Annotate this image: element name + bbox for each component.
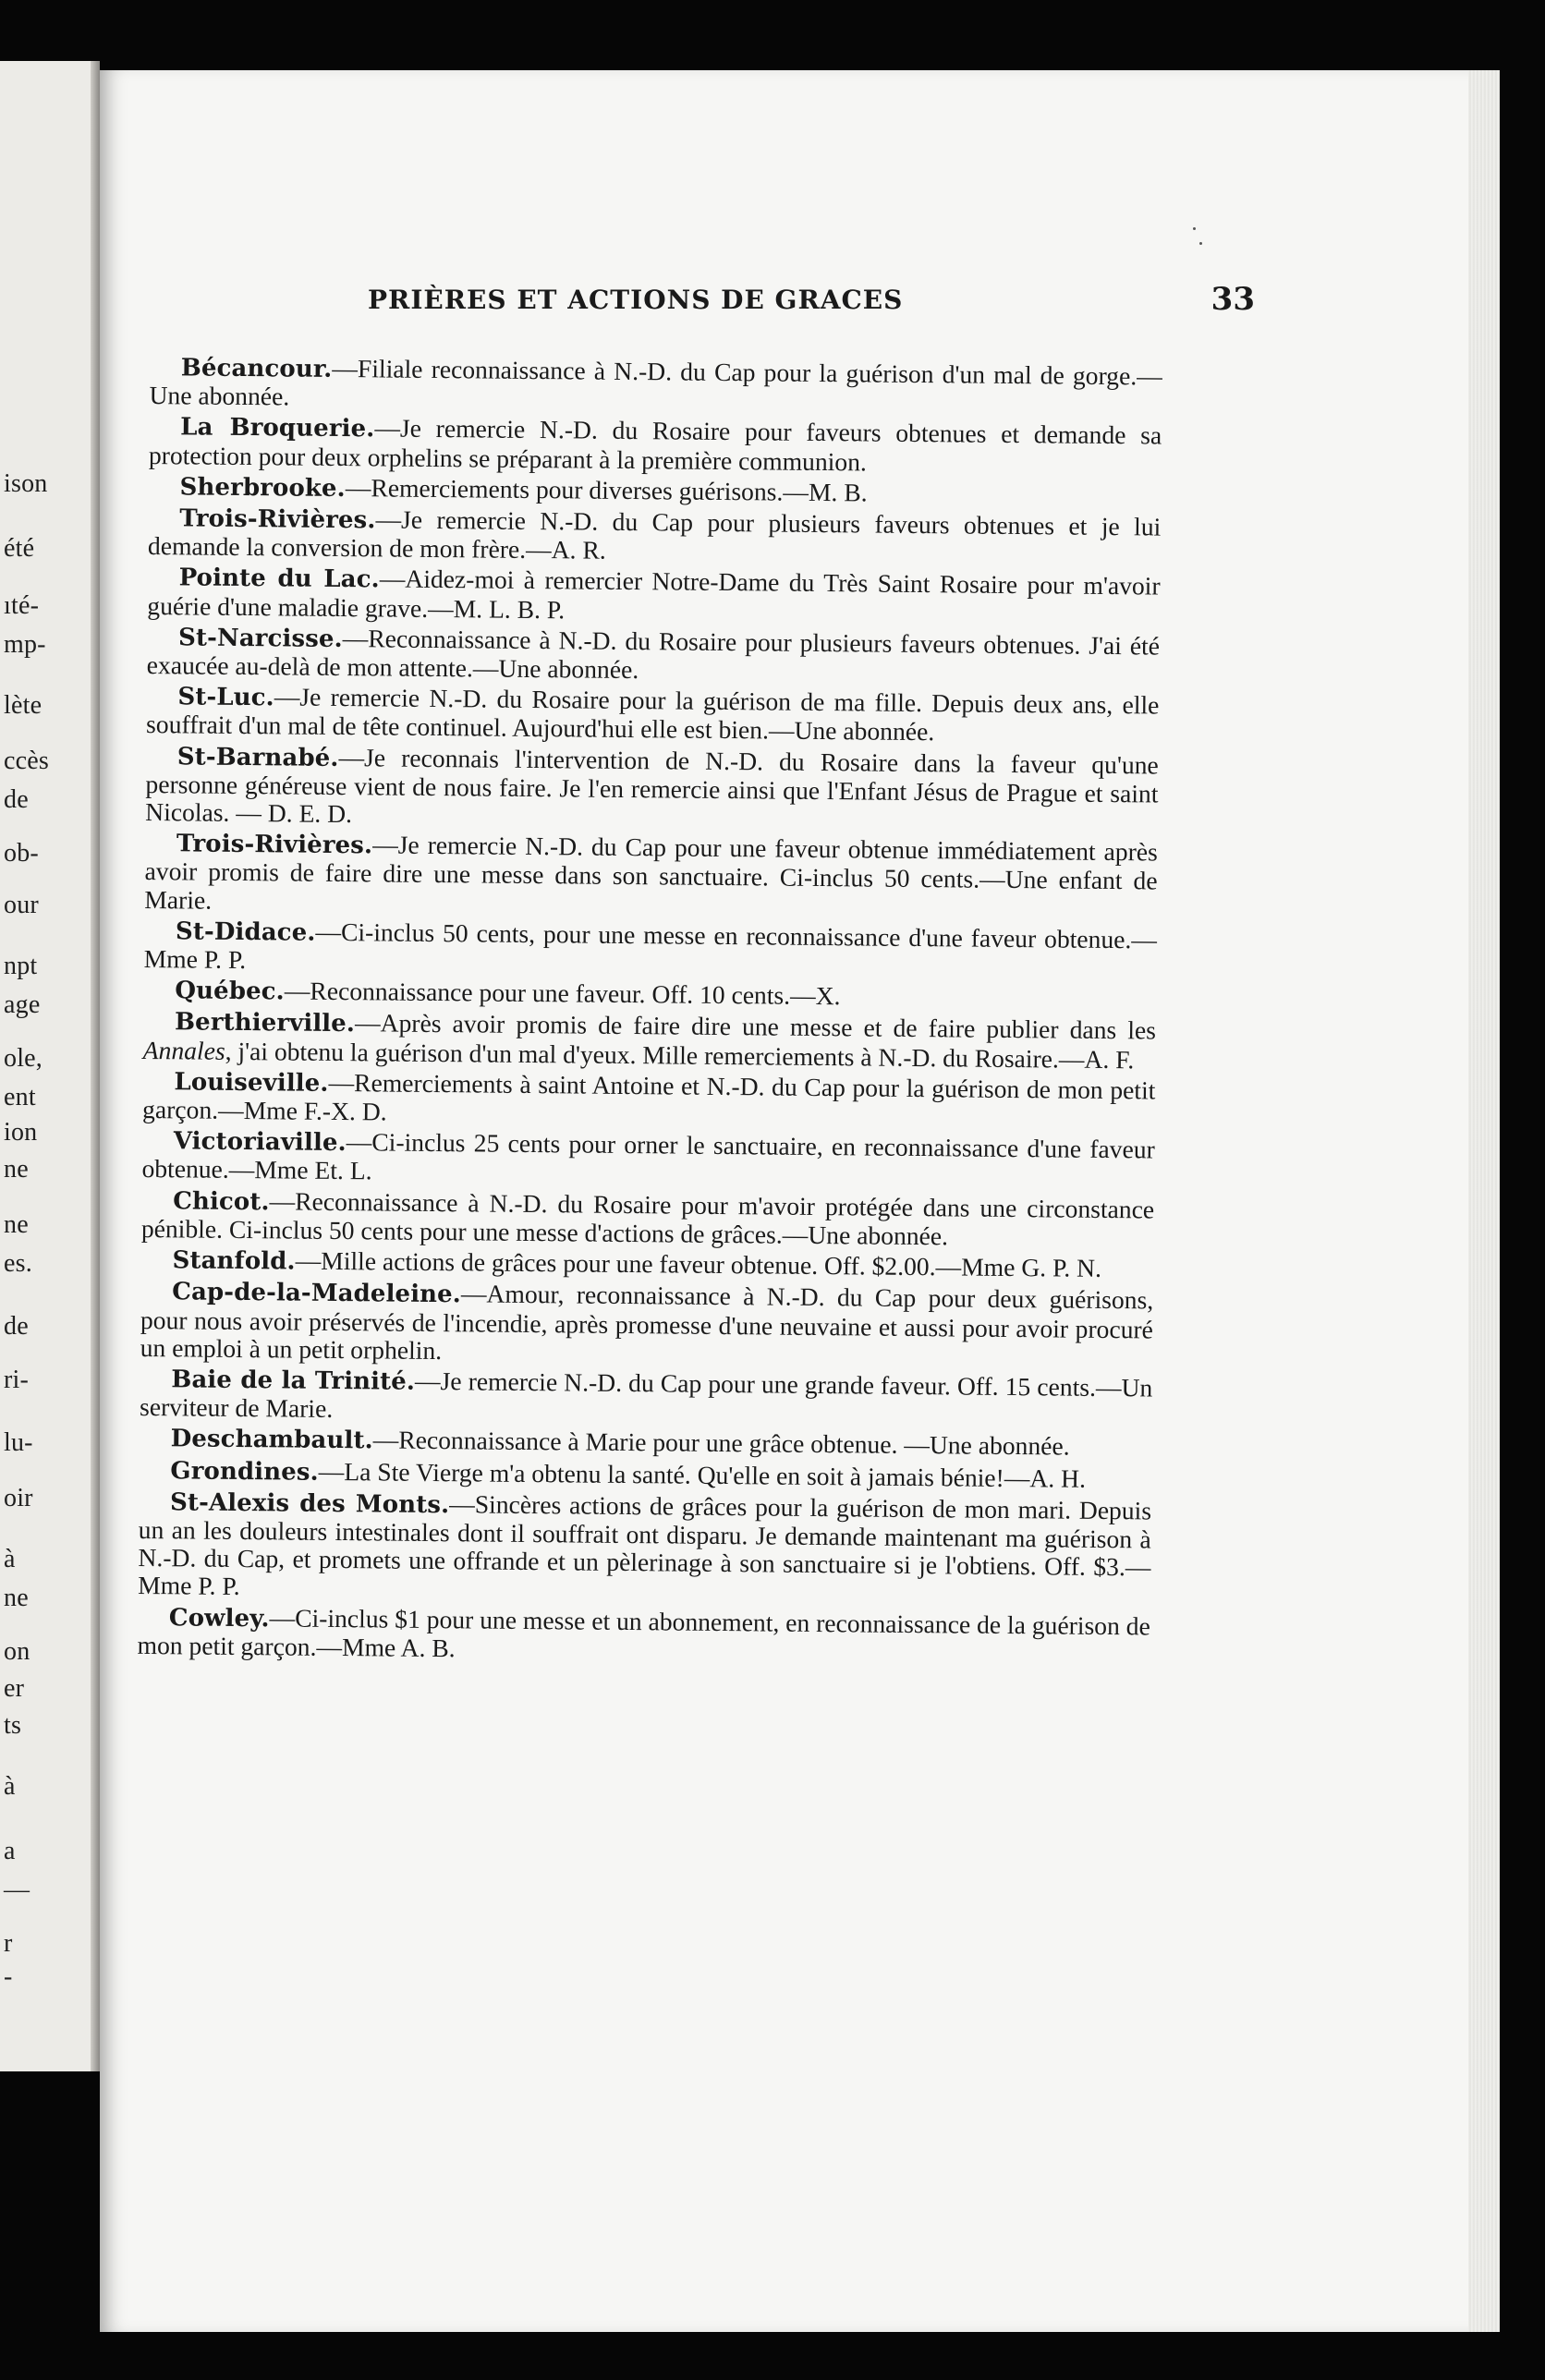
previous-page-fragment: oir [4,1484,33,1512]
page-number: 33 [1210,281,1255,318]
previous-page-fragment: ion [4,1118,38,1147]
entry-place: Cap-de-la-Madeleine. [172,1278,462,1309]
entry-place: Trois-Rivières. [179,504,376,535]
previous-page-fragment: on [4,1637,30,1666]
previous-page-fragment: r [4,1929,13,1958]
entry-text: —Remerciements à saint Antoine et N.-D. du Cap pour la guérison de mon petit garçon.—Mme F.-X. D. [141,1067,1156,1126]
entry-text: —Je remercie N.-D. du Rosaire pour faveurs obtenues et demande sa protection pour deux orphelins se préparant à la première communion. [148,413,1162,477]
entry-text: —Remerciements pour diverses guérisons.—M. B. [345,472,868,507]
previous-page-fragment: ne [4,1155,29,1184]
previous-page-fragment: a [4,1837,16,1865]
entry [149,353,1162,419]
previous-page-fragment: ts [4,1711,22,1740]
entry-place: St-Barnabé. [176,742,339,772]
entry-text: —Je remercie N.-D. du Cap pour plusieurs faveurs obtenues et je lui demande la conversion de mon frère.—A. R. [147,504,1162,565]
previous-page-fragment: à [4,1545,16,1573]
previous-page-fragment: npt [4,952,38,980]
entry-place: Bécancour. [180,354,333,383]
previous-page-fragment: es. [4,1249,32,1278]
entry-text: —Reconnaissance pour une faveur. Off. 10 cents.—X. [284,976,841,1011]
paper-speck [1193,227,1196,230]
entry-place: Cowley. [168,1603,270,1633]
entry-place: Trois-Rivières. [176,830,373,860]
paper-speck [1199,242,1202,245]
entry-place: St-Alexis des Monts. [169,1488,450,1519]
running-title: PRIÈRES ET ACTIONS DE GRACES [368,285,904,315]
previous-page-fragment: - [4,1962,13,1991]
entry [138,1488,1151,1609]
entry-text: —Aidez-moi à remercier Notre-Dame du Très Saint Rosaire pour m'avoir guérie d'une maladie grave.—M. L. B. P. [147,564,1161,624]
entry-text: —Je remercie N.-D. du Cap pour une faveur obtenue immédiatement après avoir promis de faire dire une messe dans son sanctuaire. Ci-inclus 50 cents.—Une enfant de Marie. [144,830,1159,915]
entry-place: Pointe du Lac. [178,564,380,594]
previous-page-fragment: à [4,1772,16,1801]
entry-place: St-Didace. [175,917,316,947]
entry-place: Stanfold. [172,1246,296,1276]
entry-place: Grondines. [170,1456,319,1487]
entry [148,504,1162,570]
previous-page-fragment: de [4,1312,29,1341]
entry-place: St-Luc. [177,683,274,712]
entry [144,829,1158,923]
previous-page-fragment: ne [4,1210,29,1239]
previous-page-fragment: ıté- [4,591,40,620]
entry-place: Sherbrooke. [179,473,346,503]
previous-page-fragment: de [4,785,29,814]
entry [137,1602,1150,1669]
previous-page-fragment: ccès [4,747,49,775]
entry-text: —Je reconnais l'intervention de N.-D. du Rosaire dans la faveur qu'une personne généreuse vient de nous faire. Je l'en remercie ainsi que l'Enfant Jésus de Prague et saint Nicolas. — D. E. D. [145,742,1159,829]
entry-text: —Mille actions de grâces pour une faveur obtenue. Off. $2.00.—Mme G. P. N. [295,1245,1102,1283]
entry [147,623,1161,689]
entries-list [137,353,1162,1671]
entry [141,1126,1155,1193]
entry-place: Chicot. [173,1186,270,1216]
previous-page-fragment: ri- [4,1366,30,1394]
previous-page-fragment: er [4,1674,25,1703]
entry-text: —Reconnaissance à Marie pour une grâce obtenue. —Une abonnée. [372,1425,1070,1461]
entry-text: —Je remercie N.-D. du Cap pour une grande faveur. Off. 15 cents.—Un serviteur de Marie. [139,1366,1153,1424]
entry [140,1277,1154,1371]
entry [147,563,1161,629]
previous-page-edge [0,61,100,2071]
previous-page-fragment: lète [4,691,43,720]
entry-text: —Je remercie N.-D. du Rosaire pour la guérison de ma fille. Depuis deux ans, elle souffrait d'un mal de tête continuel. Aujourd'hui elle est bien.—Une abonnée. [145,682,1160,747]
previous-page-fragment: ne [4,1584,29,1612]
entry-text: —La Ste Vierge m'a obtenu la santé. Qu'elle en soit à jamais bénie!—A. H. [318,1456,1087,1493]
entry-place: Deschambault. [170,1425,373,1455]
previous-page-fragment: ent [4,1083,36,1111]
previous-page-fragment: — [4,1876,30,1904]
entry-text: —Filiale reconnaissance à N.-D. du Cap pour la guérison d'un mal de gorge.—Une abonnée. [149,353,1162,411]
previous-page-fragment: été [4,534,35,563]
running-header [368,281,1255,329]
entry-italic: Annales [142,1035,225,1065]
entry-place: La Broquerie. [180,413,375,443]
previous-page-fragment: ison [4,469,48,498]
previous-page-fragment: ob- [4,839,39,868]
entry [149,412,1162,479]
entry-text: —Amour, reconnaissance à N.-D. du Cap pour deux guérisons, pour nous avoir préservés de l'incendie, après promesse d'une neuvaine et aussi pour avoir procuré un emploi à un petit orphelin. [140,1279,1154,1365]
entry-place: Louiseville. [174,1068,329,1098]
previous-page-fragment: lu- [4,1428,33,1457]
previous-page-fragment: age [4,990,41,1019]
entry-text: —Ci-inclus 50 cents, pour une messe en reconnaissance d'une faveur obtenue.—Mme P. P. [143,917,1158,975]
entry-place: Victoriaville. [173,1127,347,1158]
entry-text: —Ci-inclus 25 cents pour orner le sanctuaire, en reconnaissance d'une faveur obtenue.—Mme Et. L. [141,1127,1155,1185]
entry [144,917,1158,983]
entry [146,682,1160,748]
entry-place: Baie de la Trinité. [171,1366,416,1396]
page-edge-stack [1468,70,1500,2332]
previous-page-fragment: mp- [4,630,46,659]
entry-text: , j'ai obtenu la guérison d'un mal d'yeux. Mille remerciements à N.-D. du Rosaire.—A. F. [225,1036,1135,1074]
entry-text: —Ci-inclus $1 pour une messe et un abonnement, en reconnaissance de la guérison de mon petit garçon.—Mme A. B. [137,1602,1150,1662]
entry-text: —Après avoir promis de faire dire une messe et de faire publier dans les [354,1008,1157,1045]
entry-text: —Reconnaissance à N.-D. du Rosaire pour plusieurs faveurs obtenues. J'ai été exaucée au-delà de mon attente.—Une abonnée. [146,623,1161,685]
entry [141,1186,1155,1253]
previous-page-fragment: ole, [4,1044,43,1073]
entry-place: St-Narcisse. [177,624,343,653]
entry-text: —Reconnaissance à N.-D. du Rosaire pour m'avoir protégée dans une circonstance pénible. Ci-inclus 50 cents pour une messe d'actions de grâces.—Une abonnée. [140,1185,1155,1251]
entry [145,742,1159,836]
entry-place: Québec. [175,977,285,1006]
entry-text: —Sincères actions de grâces pour la guérison de mon mari. Depuis un an les douleurs intestinales dont il souffrait ont disparu. Je demande maintenant ma guérison à N.-D. du Cap, et promets une offrande et un pèlerinage à son sanctuaire si je l'obtiens. Off. $3.—Mme P. P. [138,1488,1152,1601]
previous-page-fragment: our [4,891,39,919]
entry-place: Berthierville. [174,1008,356,1038]
book-page [100,70,1500,2332]
entry [143,1007,1157,1074]
entry [142,1067,1156,1134]
entry [140,1365,1153,1431]
page-gutter [91,61,100,2071]
